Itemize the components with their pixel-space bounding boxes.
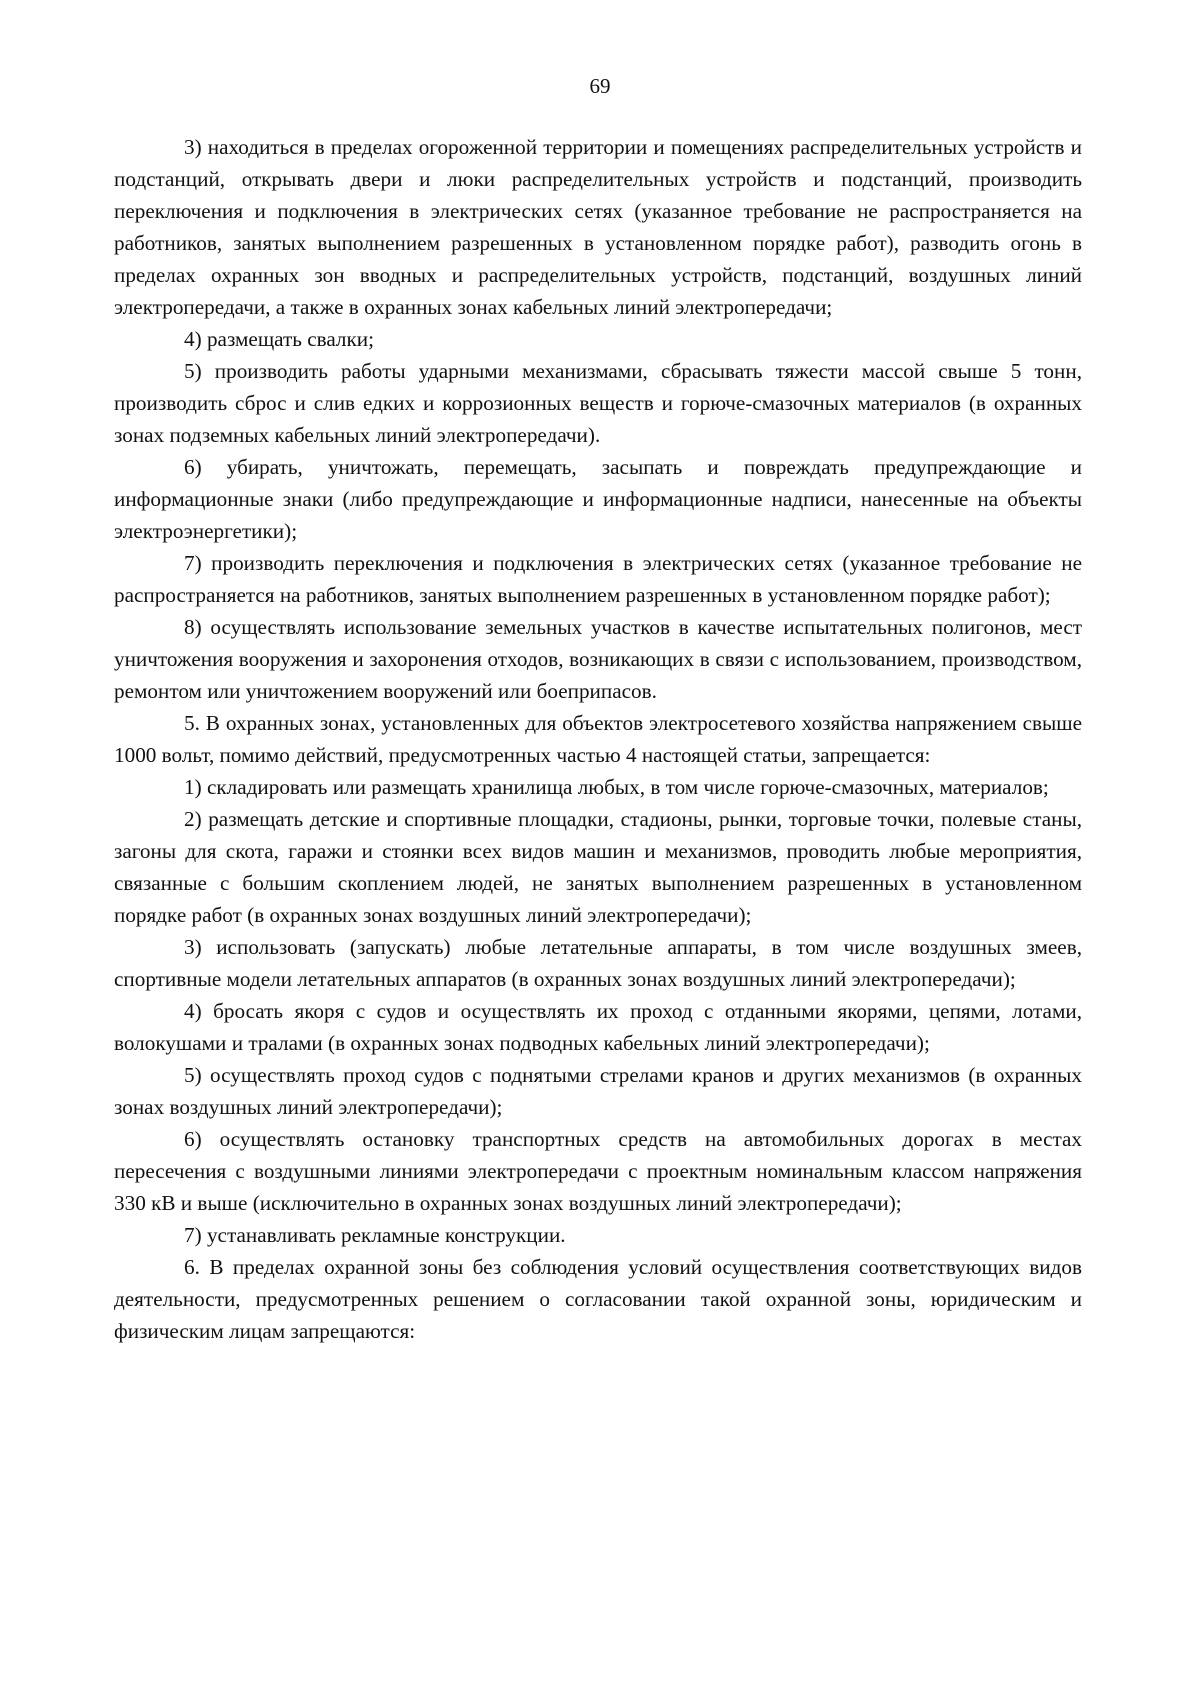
paragraph-item-4: 4) размещать свалки; xyxy=(184,327,375,351)
paragraph-item-6: 6) убирать, уничтожать, перемещать, засыпать и повреждать предупреждающие и информационные знаки (либо предупреждающие и информационные надписи, нанесенные на объекты электроэнергетики); xyxy=(114,455,1082,543)
paragraph-section-5-item-5: 5) осуществлять проход судов с поднятыми стрелами кранов и других механизмов (в охранных зонах воздушных линий электропередачи); xyxy=(114,1063,1082,1119)
paragraph-item-5: 5) производить работы ударными механизмами, сбрасывать тяжести массой свыше 5 тонн, производить сброс и слив едких и коррозионных веществ и горюче-смазочных материалов (в охранных зонах подземных кабельных линий электропередачи). xyxy=(114,359,1082,447)
paragraph-section-5-item-1: 1) складировать или размещать хранилища любых, в том числе горюче-смазочных, материалов; xyxy=(184,775,1049,799)
paragraph-section-5: 5. В охранных зонах, установленных для объектов электросетевого хозяйства напряжением свыше 1000 вольт, помимо действий, предусмотренных частью 4 настоящей статьи, запрещается: xyxy=(114,711,1082,767)
paragraph-section-5-item-4: 4) бросать якоря с судов и осуществлять их проход с отданными якорями, цепями, лотами, волокушами и тралами (в охранных зонах подводных кабельных линий электропередачи); xyxy=(114,999,1082,1055)
paragraph-section-5-item-2: 2) размещать детские и спортивные площадки, стадионы, рынки, торговые точки, полевые станы, загоны для скота, гаражи и стоянки всех видов машин и механизмов, проводить любые мероприятия, связанные с большим скоплением людей, не занятых выполнением разрешенных в установленном порядке работ (в охранных зонах воздушных линий электропередачи); xyxy=(114,807,1082,927)
document-body xyxy=(114,131,1082,1347)
paragraph-section-5-item-6: 6) осуществлять остановку транспортных средств на автомобильных дорогах в местах пересечения с воздушными линиями электропередачи с проектным номинальным классом напряжения 330 кВ и выше (исключительно в охранных зонах воздушных линий электропередачи); xyxy=(114,1127,1082,1215)
paragraph-section-5-item-3: 3) использовать (запускать) любые летательные аппараты, в том числе воздушных змеев, спортивные модели летательных аппаратов (в охранных зонах воздушных линий электропередачи); xyxy=(114,935,1082,991)
page-number: 69 xyxy=(589,74,611,98)
paragraph-item-3: 3) находиться в пределах огороженной территории и помещениях распределительных устройств и подстанций, открывать двери и люки распределительных устройств и подстанций, производить переключения и подключения в электрических сетях (указанное требование не распространяется на работников, занятых выполнением разрешенных в установленном порядке работ), разводить огонь в пределах охранных зон вводных и распределительных устройств, подстанций, воздушных линий электропередачи, а также в охранных зонах кабельных линий электропередачи; xyxy=(114,135,1082,319)
paragraph-item-7: 7) производить переключения и подключения в электрических сетях (указанное требование не распространяется на работников, занятых выполнением разрешенных в установленном порядке работ); xyxy=(114,551,1082,607)
paragraph-section-5-item-7: 7) устанавливать рекламные конструкции. xyxy=(184,1223,566,1247)
paragraph-item-8: 8) осуществлять использование земельных участков в качестве испытательных полигонов, мест уничтожения вооружения и захоронения отходов, возникающих в связи с использованием, производством, ремонтом или уничтожением вооружений или боеприпасов. xyxy=(114,615,1082,703)
paragraph-section-6: 6. В пределах охранной зоны без соблюдения условий осуществления соответствующих видов деятельности, предусмотренных решением о согласовании такой охранной зоны, юридическим и физическим лицам запрещаются: xyxy=(114,1255,1082,1343)
